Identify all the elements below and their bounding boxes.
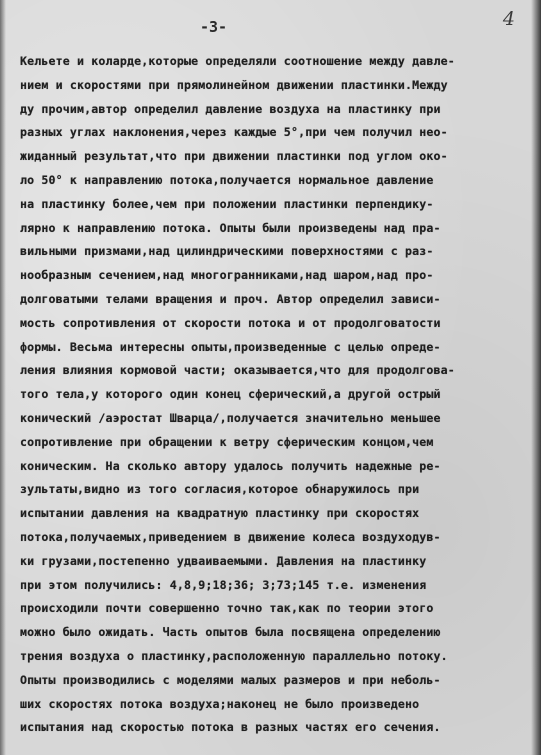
text-line: ления влияния кормовой части; оказывается,что для продолгова- (20, 363, 455, 378)
scan-left-edge-shadow (0, 0, 6, 755)
text-line: нообразным сечением,над многогранниками,над шаром,над про- (20, 268, 434, 283)
text-line: ду прочим,автор определил давление воздуха на пластинку при (20, 101, 441, 116)
page-number: -3- (200, 18, 228, 36)
text-line: формы. Весьма интересны опыты,произведенные с целью опреде- (20, 339, 441, 354)
text-line: потока,получаемых,приведением в движение колеса воздуходув- (20, 529, 441, 544)
text-line: на пластинку более,чем при положении пластинки перпендику- (20, 196, 434, 211)
text-line: трения воздуха о пластинку,расположенную параллельно потоку. (20, 648, 448, 663)
text-line: вильными призмами,над цилиндрическими поверхностями с раз- (20, 244, 434, 259)
text-line: ки грузами,постепенно удваиваемыми. Давления на пластинку (20, 553, 427, 568)
text-line: нием и скоростями при прямолинейном движении пластинки.Между (20, 77, 448, 92)
text-line: ших скоростях потока воздуха;наконец не было произведено (20, 696, 420, 711)
text-line: лярно к направлению потока. Опыты были произведены над пра- (20, 220, 441, 235)
text-line: Кельете и коларде,которые определяли соотношение между давле- (20, 54, 455, 68)
text-line: коническим. На сколько автору удалось получить надежные ре- (20, 458, 441, 473)
text-line: сопротивление при обращении к ветру сферическим концом,чем (20, 434, 434, 449)
text-line: разных углах наклонения,через каждые 5°,при чем получил нео- (20, 125, 448, 140)
text-line: того тела,у которого один конец сферический,а другой острый (20, 387, 441, 402)
text-line: при этом получились: 4,8,9;18;36; 3;73;145 т.е. изменения (20, 577, 427, 592)
text-line: ло 50° к направлению потока,получается нормальное давление (20, 172, 434, 187)
handwritten-sheet-number: 4 (502, 8, 515, 30)
scan-right-edge-shadow (531, 0, 541, 755)
text-line: испытании давления на квадратную пластинку при скоростях (20, 506, 420, 521)
text-line: жиданный результат,что при движении пластинки под углом око- (20, 149, 448, 164)
body-text (20, 50, 530, 740)
text-line: Опыты производились с моделями малых размеров и при неболь- (20, 672, 441, 687)
text-line: конический /аэростат Шварца/,получается значительно меньшее (20, 410, 441, 425)
text-line: происходили почти совершенно точно так,как по теории этого (20, 601, 434, 616)
text-line: долговатыми телами вращения и проч. Автор определил зависи- (20, 291, 441, 306)
text-line: можно было ожидать. Часть опытов была посвящена определению (20, 625, 441, 640)
text-line: зультаты,видно из того согласия,которое обнаружилось при (20, 482, 420, 497)
text-line: испытания над скоростью потока в разных частях его сечения. (20, 720, 441, 735)
page-header (0, 8, 541, 42)
text-line: мость сопротивления от скорости потока и от продолговатости (20, 315, 441, 330)
